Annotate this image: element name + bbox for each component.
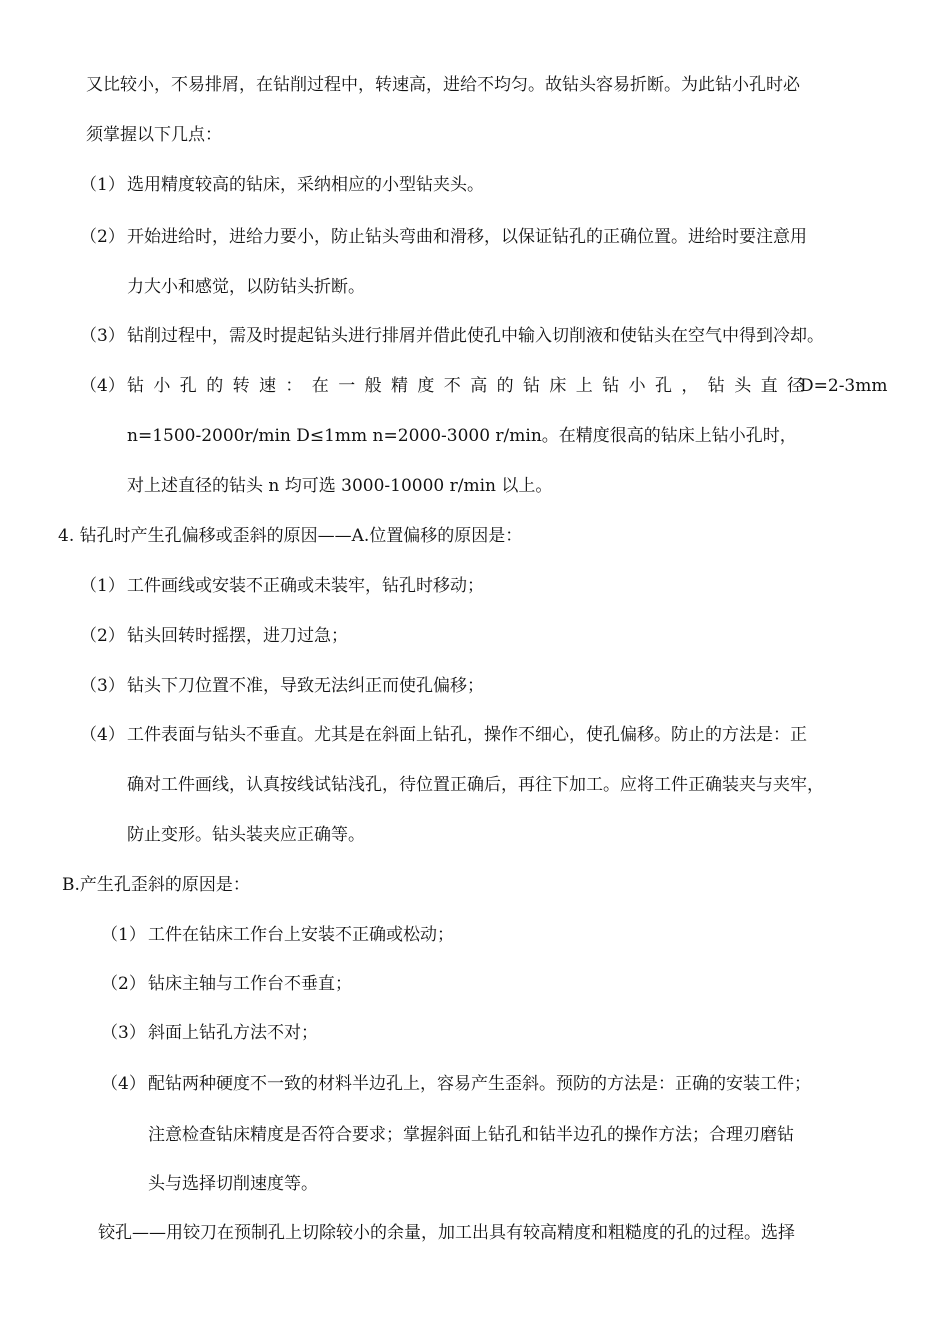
point-1-text: 选用精度较高的钻床，采纳相应的小型钻夹头。 <box>127 175 484 195</box>
tilt-item-3-text: 斜面上钻孔方法不对； <box>148 1023 318 1043</box>
tilt-item-2-text: 钻床主轴与工作台不垂直； <box>148 974 352 994</box>
point-4-diameter: D=2-3mm <box>800 376 888 396</box>
offset-item-4-number: （4） <box>80 725 125 745</box>
offset-item-4-text-line-2: 确对工件画线，认真按线试钻浅孔，待位置正确后，再往下加工。应将工件正确装夹与夹牢， <box>127 775 824 795</box>
offset-item-1-text: 工件画线或安装不正确或未装牢，钻孔时移动； <box>127 576 484 596</box>
tilt-item-2-number: （2） <box>101 974 146 994</box>
intro-line-2: 须掌握以下几点： <box>86 125 222 145</box>
offset-item-3-number: （3） <box>80 676 125 696</box>
tilt-item-4-text-line-2: 注意检查钻床精度是否符合要求；掌握斜面上钻孔和钻半边孔的操作方法；合理刃磨钻 <box>148 1125 794 1145</box>
tilt-item-3-number: （3） <box>101 1023 146 1043</box>
point-2-text-line-1: 开始进给时，进给力要小，防止钻头弯曲和滑移，以保证钻孔的正确位置。进给时要注意用 <box>127 227 807 247</box>
point-4-text-line-3: 对上述直径的钻头 n 均可选 3000-10000 r/min 以上。 <box>127 476 553 496</box>
reaming-paragraph-line-1: 铰孔——用铰刀在预制孔上切除较小的余量，加工出具有较高精度和粗糙度的孔的过程。选择 <box>98 1223 795 1243</box>
point-3-text: 钻削过程中，需及时提起钻头进行排屑并借此使孔中输入切削液和使钻头在空气中得到冷却。 <box>127 326 824 346</box>
point-1-number: （1） <box>80 175 125 195</box>
tilt-item-1-number: （1） <box>101 925 146 945</box>
offset-item-2-number: （2） <box>80 626 125 646</box>
tilt-item-4-text-line-1: 配钻两种硬度不一致的材料半边孔上，容易产生歪斜。预防的方法是：正确的安装工件； <box>148 1074 811 1094</box>
section-b-heading: B.产生孔歪斜的原因是： <box>62 875 250 895</box>
offset-item-2-text: 钻头回转时摇摆，进刀过急； <box>127 626 348 646</box>
offset-item-3-text: 钻头下刀位置不准，导致无法纠正而使孔偏移； <box>127 676 484 696</box>
offset-item-4-text-line-1: 工件表面与钻头不垂直。尤其是在斜面上钻孔，操作不细心，使孔偏移。防止的方法是：正 <box>127 725 807 745</box>
section-4-heading: 4. 钻孔时产生孔偏移或歪斜的原因——A.位置偏移的原因是： <box>58 526 523 546</box>
point-4-text-line-2: n=1500-2000r/min D≤1mm n=2000-3000 r/min。在精度很高的钻床上钻小孔时， <box>127 426 797 446</box>
offset-item-4-text-line-3: 防止变形。钻头装夹应正确等。 <box>127 825 365 845</box>
tilt-item-4-text-line-3: 头与选择切削速度等。 <box>148 1174 318 1194</box>
point-2-text-line-2: 力大小和感觉，以防钻头折断。 <box>127 277 365 297</box>
point-2-number: （2） <box>80 227 125 247</box>
offset-item-1-number: （1） <box>80 576 125 596</box>
intro-line-1: 又比较小，不易排屑，在钻削过程中，转速高，进给不均匀。故钻头容易折断。为此钻小孔时必 <box>86 75 800 95</box>
tilt-item-1-text: 工件在钻床工作台上安装不正确或松动； <box>148 925 454 945</box>
point-3-number: （3） <box>80 326 125 346</box>
tilt-item-4-number: （4） <box>101 1074 146 1094</box>
point-4-number: （4） <box>80 376 125 396</box>
point-4-text-line-1: 钻小孔的转速：在一般精度不高的钻床上钻小孔，钻头直径 <box>127 376 814 396</box>
